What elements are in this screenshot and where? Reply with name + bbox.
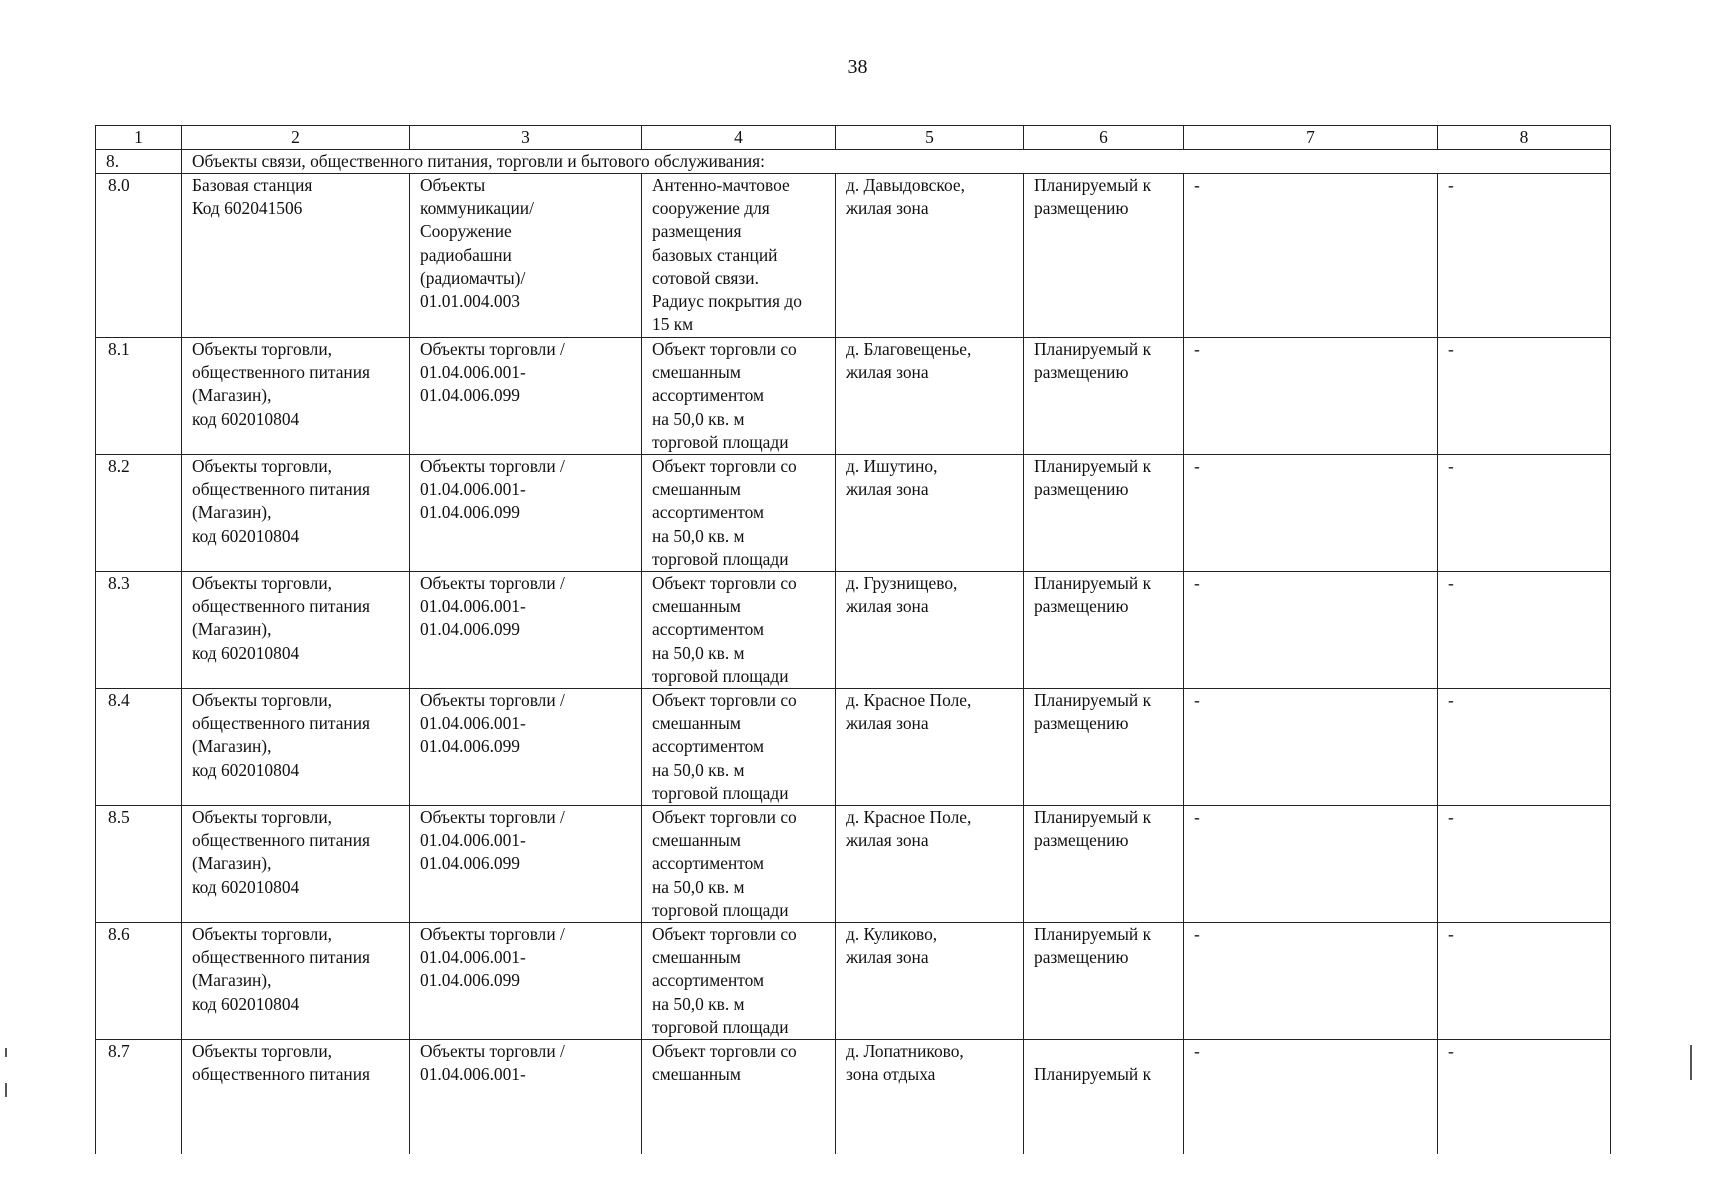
object-type-cell-text: Объекты торговли / 01.04.006.001- 01.04.006.099 [420,339,565,406]
object-type-cell [410,174,642,338]
location-cell-text: д. Красное Поле, жилая зона [846,807,972,851]
column-number-2: 2 [182,126,410,150]
object-name-cell-text: Объекты торговли, общественного питания (Магазин), код 602010804 [192,456,371,546]
object-name-cell-text: Объекты торговли, общественного питания (Магазин), код 602010804 [192,807,371,897]
column-8-cell-text: - [1448,807,1454,828]
row-number-cell [96,174,182,338]
characteristics-cell [642,338,836,455]
column-8-cell [1438,455,1611,572]
status-cell-text: Планируемый к размещению [1034,807,1152,851]
object-type-cell [410,338,642,455]
object-name-cell-text: Базовая станция Код 602041506 [192,175,313,219]
column-8-cell-text: - [1448,924,1454,945]
object-type-cell-text: Объекты торговли / 01.04.006.001- 01.04.006.099 [420,456,565,523]
object-type-cell-text: Объекты торговли / 01.04.006.001- [420,1041,565,1085]
table-row [96,689,1611,806]
row-number-cell-text: 8.0 [108,175,130,195]
column-number-7: 7 [1184,126,1438,150]
location-cell-text: д. Ишутино, жилая зона [846,456,938,500]
status-cell-text: Планируемый к размещению [1034,456,1152,500]
object-type-cell-text: Объекты коммуникации/ Сооружение радиобашни (радиомачты)/ 01.01.004.003 [420,175,534,312]
status-cell-text: Планируемый к размещению [1034,924,1152,968]
column-8-cell-text: - [1448,456,1454,477]
column-8-cell [1438,689,1611,806]
location-cell [836,572,1024,689]
table-row [96,338,1611,455]
status-cell [1024,174,1184,338]
status-cell-text: Планируемый к [1034,1064,1152,1085]
characteristics-cell-text: Объект торговли со смешанным ассортиментом на 50,0 кв. м торговой площади [652,807,797,920]
table-row [96,572,1611,689]
objects-table [95,125,1611,1154]
characteristics-cell-text: Объект торговли со смешанным ассортиментом на 50,0 кв. м торговой площади [652,339,797,452]
characteristics-cell-text: Объект торговли со смешанным [652,1041,797,1085]
row-number-cell [96,689,182,806]
location-cell [836,455,1024,572]
object-name-cell-text: Объекты торговли, общественного питания (Магазин), код 602010804 [192,339,371,429]
row-number-cell [96,923,182,1040]
characteristics-cell-text: Объект торговли со смешанным ассортиментом на 50,0 кв. м торговой площади [652,924,797,1037]
column-7-cell [1184,923,1438,1040]
column-7-cell-text: - [1194,175,1200,195]
section-title: Объекты связи, общественного питания, торговли и бытового обслуживания: [182,150,1611,174]
object-name-cell-text: Объекты торговли, общественного питания [192,1041,371,1085]
column-number-5: 5 [836,126,1024,150]
status-cell [1024,923,1184,1040]
status-cell [1024,455,1184,572]
column-7-cell [1184,572,1438,689]
object-name-cell [182,923,410,1040]
column-7-cell [1184,338,1438,455]
characteristics-cell [642,455,836,572]
section-row [96,150,1611,174]
row-number-cell [96,1040,182,1155]
row-number-cell [96,572,182,689]
column-8-cell [1438,572,1611,689]
status-cell [1024,572,1184,689]
status-cell [1024,338,1184,455]
location-cell [836,689,1024,806]
table-row [96,806,1611,923]
status-cell-text: Планируемый к размещению [1034,573,1152,617]
column-8-cell-text: - [1448,339,1454,359]
column-8-cell-text: - [1448,175,1454,195]
column-number-header-row [96,126,1611,150]
object-name-cell-text: Объекты торговли, общественного питания (Магазин), код 602010804 [192,573,371,663]
status-cell [1024,689,1184,806]
column-8-cell [1438,923,1611,1040]
characteristics-cell-text: Антенно-мачтовое сооружение для размещения базовых станций сотовой связи. Радиус покрытия до 15 км [652,175,802,335]
location-cell [836,338,1024,455]
object-name-cell [182,689,410,806]
location-cell-text: д. Давыдовское, жилая зона [846,175,965,219]
column-7-cell-text: - [1194,456,1200,477]
status-cell [1024,1040,1184,1155]
object-name-cell [182,174,410,338]
status-cell-text: Планируемый к размещению [1034,175,1152,219]
object-type-cell [410,572,642,689]
scan-margin-mark-left [5,1048,7,1057]
location-cell-text: д. Благовещенье, жилая зона [846,339,972,383]
row-number-cell-text: 8.6 [108,924,130,945]
status-cell [1024,806,1184,923]
object-name-cell-text: Объекты торговли, общественного питания (Магазин), код 602010804 [192,690,371,780]
object-name-cell [182,1040,410,1155]
table-row [96,1040,1611,1155]
column-7-cell [1184,455,1438,572]
table-row [96,455,1611,572]
document-table-container [95,125,1610,1085]
characteristics-cell-text: Объект торговли со смешанным ассортиментом на 50,0 кв. м торговой площади [652,456,797,569]
row-number-cell [96,338,182,455]
scan-margin-mark-left-lower [5,1083,7,1097]
object-type-cell [410,923,642,1040]
characteristics-cell [642,806,836,923]
object-type-cell [410,806,642,923]
object-type-cell-text: Объекты торговли / 01.04.006.001- 01.04.006.099 [420,924,565,991]
location-cell [836,923,1024,1040]
column-8-cell-text: - [1448,690,1454,711]
row-number-cell-text: 8.4 [108,690,130,711]
column-7-cell [1184,1040,1438,1155]
characteristics-cell [642,689,836,806]
column-number-4: 4 [642,126,836,150]
object-type-cell [410,689,642,806]
object-type-cell [410,1040,642,1155]
column-7-cell-text: - [1194,339,1200,359]
characteristics-cell [642,572,836,689]
column-7-cell-text: - [1194,1041,1200,1062]
column-number-3: 3 [410,126,642,150]
row-number-cell-text: 8.5 [108,807,130,828]
row-number-cell-text: 8.7 [108,1041,130,1062]
location-cell [836,174,1024,338]
location-cell-text: д. Лопатниково, зона отдыха [846,1041,964,1085]
status-cell-text: Планируемый к размещению [1034,690,1152,734]
column-7-cell-text: - [1194,924,1200,945]
object-type-cell-text: Объекты торговли / 01.04.006.001- 01.04.006.099 [420,690,565,757]
object-name-cell [182,455,410,572]
table-row [96,174,1611,338]
column-number-8: 8 [1438,126,1611,150]
object-name-cell-text: Объекты торговли, общественного питания (Магазин), код 602010804 [192,924,371,1014]
status-cell-text: Планируемый к размещению [1034,339,1152,383]
location-cell [836,1040,1024,1155]
column-8-cell-text: - [1448,573,1454,594]
column-number-6: 6 [1024,126,1184,150]
location-cell-text: д. Красное Поле, жилая зона [846,690,972,734]
row-number-cell [96,806,182,923]
object-name-cell [182,572,410,689]
location-cell-text: д. Куликово, жилая зона [846,924,938,968]
column-8-cell [1438,1040,1611,1155]
characteristics-cell-text: Объект торговли со смешанным ассортиментом на 50,0 кв. м торговой площади [652,690,797,803]
row-number-cell-text: 8.2 [108,456,130,477]
location-cell-text: д. Грузнищево, жилая зона [846,573,958,617]
object-type-cell [410,455,642,572]
row-number-cell-text: 8.1 [108,339,130,359]
column-8-cell-text: - [1448,1041,1454,1062]
object-type-cell-text: Объекты торговли / 01.04.006.001- 01.04.006.099 [420,573,565,640]
scan-margin-mark-right [1690,1045,1692,1080]
column-7-cell-text: - [1194,690,1200,711]
object-name-cell [182,806,410,923]
column-7-cell-text: - [1194,807,1200,828]
section-number: 8. [96,150,182,174]
characteristics-cell [642,923,836,1040]
column-8-cell [1438,338,1611,455]
column-8-cell [1438,806,1611,923]
column-7-cell [1184,174,1438,338]
location-cell [836,806,1024,923]
column-8-cell [1438,174,1611,338]
column-7-cell [1184,806,1438,923]
object-type-cell-text: Объекты торговли / 01.04.006.001- 01.04.006.099 [420,807,565,874]
table-row [96,923,1611,1040]
row-number-cell-text: 8.3 [108,573,130,594]
page-number: 38 [847,56,868,78]
column-7-cell-text: - [1194,573,1200,594]
object-name-cell [182,338,410,455]
row-number-cell [96,455,182,572]
column-number-1: 1 [96,126,182,150]
column-7-cell [1184,689,1438,806]
characteristics-cell [642,1040,836,1155]
characteristics-cell-text: Объект торговли со смешанным ассортиментом на 50,0 кв. м торговой площади [652,573,797,686]
characteristics-cell [642,174,836,338]
